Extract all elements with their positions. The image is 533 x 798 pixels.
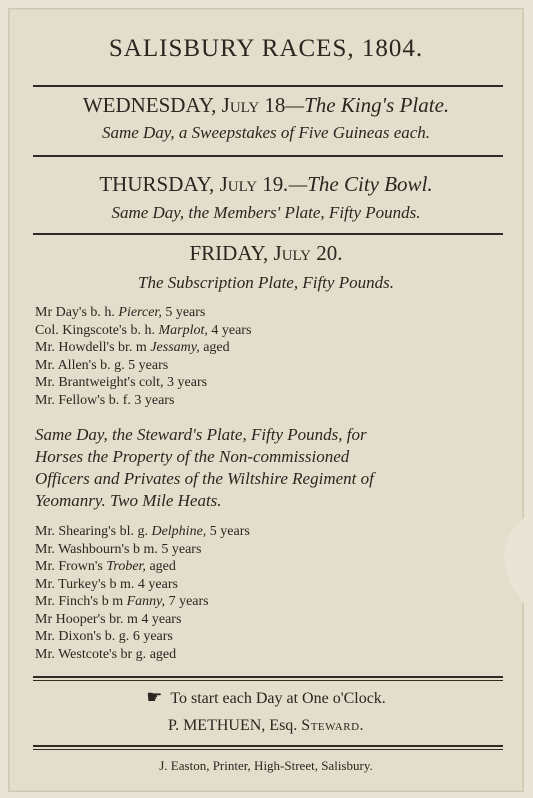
- stewards-plate-text: Same Day, the Steward's Plate, Fifty Pounds, for Horses the Property of the Non-commissioned Officers and Privates of the Wiltshire Regiment of Yeomanry. Two Mile Heats.: [35, 425, 374, 510]
- friday-sub: The Subscription Plate, Fifty Pounds.: [138, 273, 394, 292]
- list-item: Col. Kingscote's b. h. Marplot, 4 years: [35, 322, 252, 338]
- list-item: Mr. Turkey's b m. 4 years: [35, 576, 178, 592]
- entries-list-1: [35, 304, 251, 409]
- list-item: Mr. Brantweight's colt, 3 years: [35, 375, 208, 390]
- divider: [33, 155, 503, 157]
- list-item: Mr Day's b. h. Piercer, 5 years: [35, 305, 206, 320]
- list-item: Mr. Fellow's b. f. 3 years: [35, 392, 175, 408]
- printer-imprint: J. Easton, Printer, High-Street, Salisbury.: [159, 758, 373, 773]
- divider: [33, 680, 503, 681]
- torn-edge: [503, 517, 525, 605]
- list-item: Mr. Howdell's br. m Jessamy, aged: [35, 340, 230, 355]
- list-item: Mr. Westcote's br g. aged: [35, 646, 177, 662]
- divider: [33, 676, 503, 678]
- page-title: SALISBURY RACES, 1804.: [108, 35, 424, 62]
- thursday-sub: Same Day, the Members' Plate, Fifty Pounds.: [111, 203, 421, 222]
- list-item: Mr. Shearing's bl. g. Delphine, 5 years: [35, 524, 250, 539]
- divider: [33, 85, 503, 87]
- wednesday-heading: WEDNESDAY, July 18—The King's Plate.: [82, 93, 450, 117]
- start-time: ☛ To start each Day at One o'Clock.: [146, 687, 386, 707]
- steward-line: P. METHUEN, Esq. Steward.: [167, 717, 365, 734]
- entries-list-2: [35, 523, 250, 663]
- list-item: Mr. Frown's Trober, aged: [35, 559, 176, 574]
- race-card: [8, 8, 524, 792]
- divider: [33, 233, 503, 235]
- divider: [33, 745, 503, 747]
- divider: [33, 749, 503, 750]
- pointing-hand-icon: ☛: [146, 687, 163, 707]
- friday-heading: FRIDAY, July 20.: [189, 241, 343, 265]
- list-item: Mr. Dixon's b. g. 6 years: [35, 629, 173, 644]
- list-item: Mr. Finch's b m Fanny, 7 years: [35, 594, 209, 609]
- list-item: Mr Hooper's br. m 4 years: [35, 611, 182, 627]
- list-item: Mr. Allen's b. g. 5 years: [35, 357, 169, 373]
- wednesday-sub: Same Day, a Sweepstakes of Five Guineas each.: [101, 123, 431, 142]
- list-item: Mr. Washbourn's b m. 5 years: [35, 541, 202, 557]
- thursday-heading: THURSDAY, July 19.—The City Bowl.: [99, 172, 433, 196]
